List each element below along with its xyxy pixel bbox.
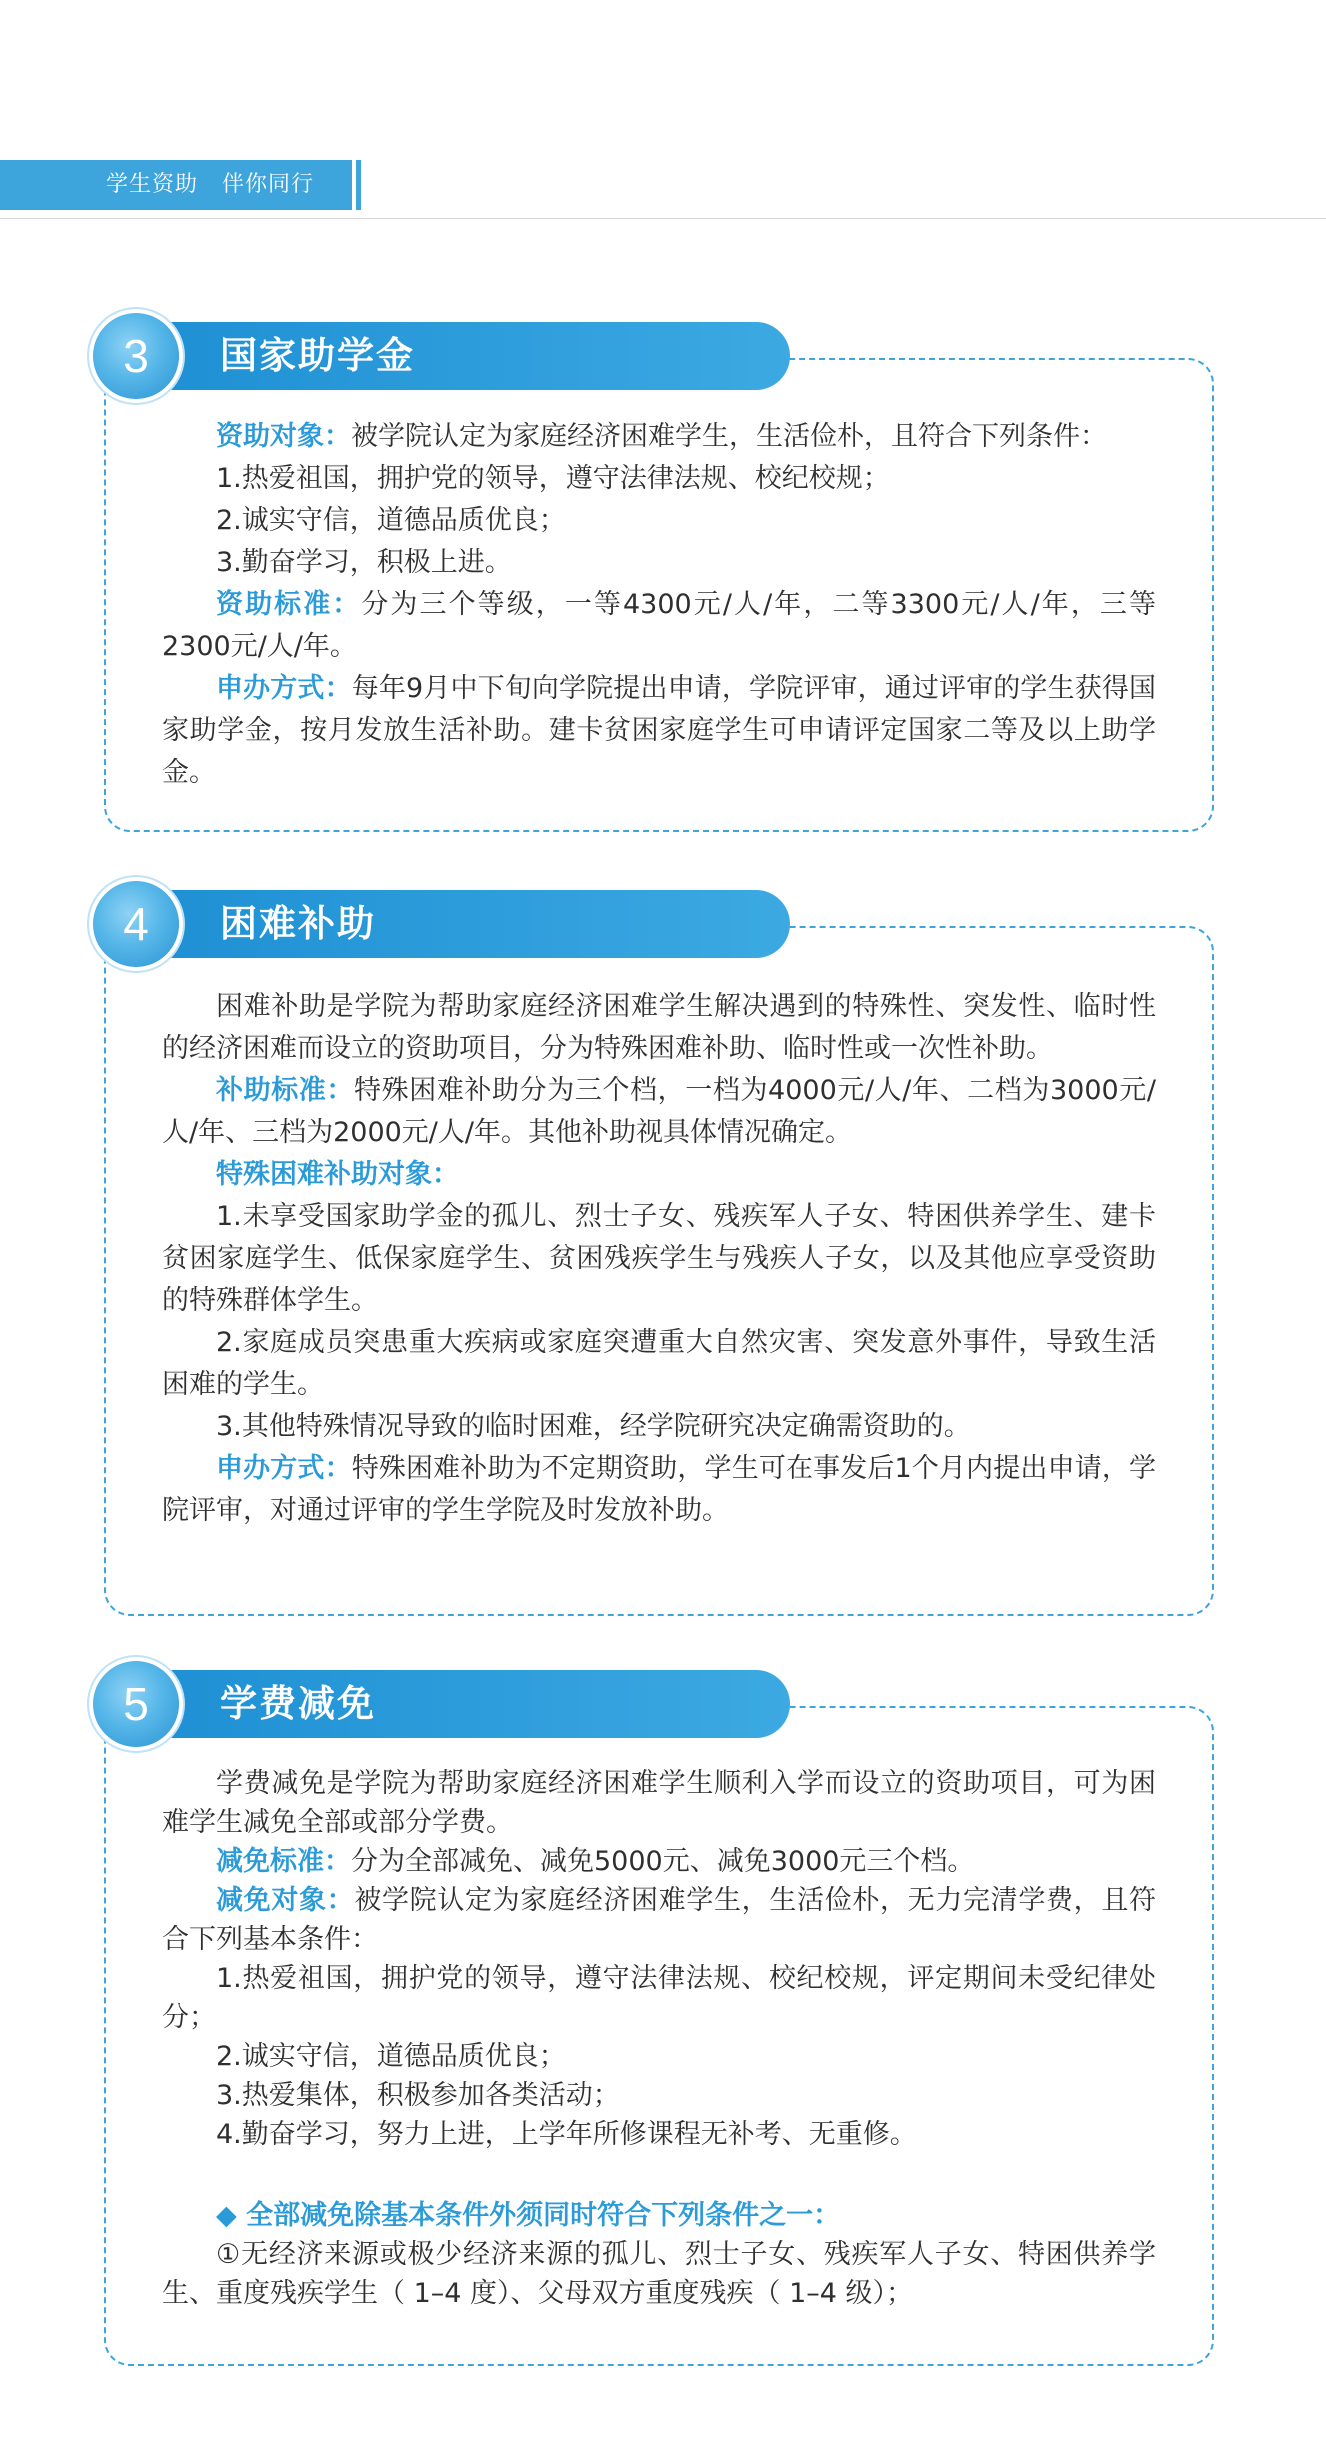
paragraph: 补助标准：特殊困难补助分为三个档，一档为4000元/人/年、二档为3000元/人/年、三档为2000元/人/年。其他补助视具体情况确定。 <box>162 1075 1156 1148</box>
keyword-label: 申办方式： <box>216 1453 352 1484</box>
section-title: 学费减免 <box>220 1682 376 1725</box>
keyword-label: 减免标准： <box>216 1846 351 1877</box>
paragraph: 3.热爱集体，积极参加各类活动； <box>216 2080 620 2111</box>
paragraph: 减免标准：分为全部减免、减免5000元、减免3000元三个档。 <box>216 1846 975 1877</box>
paragraph <box>162 1154 1156 1196</box>
paragraph: 1.热爱祖国，拥护党的领导，遵守法律法规、校纪校规，评定期间未受纪律处分； <box>162 1963 1156 2033</box>
keyword-label: 资助标准： <box>216 589 362 620</box>
keyword-label: 特殊困难补助对象： <box>216 1159 459 1190</box>
paragraph: 减免对象：被学院认定为家庭经济困难学生，生活俭朴，无力完清学费，且符合下列基本条件： <box>162 1885 1157 1955</box>
keyword-label: 资助对象： <box>216 421 351 452</box>
paragraph: 申办方式：特殊困难补助为不定期资助，学生可在事发后1个月内提出申请，学院评审，对通过评审的学生学院及时发放补助。 <box>162 1453 1157 1526</box>
spacer <box>162 2154 1156 2196</box>
header-divider-tick <box>356 160 361 210</box>
section-content <box>162 416 1156 794</box>
section-number-badge: 4 <box>93 881 179 967</box>
paragraph: 4.勤奋学习，努力上进，上学年所修课程无补考、无重修。 <box>216 2119 917 2150</box>
paragraph: 申办方式：每年9月中下旬向学院提出申请，学院评审，通过评审的学生获得国家助学金，按月发放生活补助。建卡贫困家庭学生可申请评定国家二等及以上助学金。 <box>162 673 1157 788</box>
section-number-badge: 3 <box>93 313 179 399</box>
section-title: 国家助学金 <box>220 334 415 377</box>
paragraph: 1.热爱祖国，拥护党的领导，遵守法律法规、校纪校规； <box>216 463 890 494</box>
keyword-label: 补助标准： <box>216 1075 355 1106</box>
keyword-label: 申办方式： <box>216 673 352 704</box>
paragraph: 2.家庭成员突患重大疾病或家庭突遭重大自然灾害、突发意外事件，导致生活困难的学生。 <box>162 1327 1156 1400</box>
section-content <box>162 1764 1156 2313</box>
section-title: 困难补助 <box>220 902 376 945</box>
section-content <box>162 986 1156 1532</box>
paragraph: 2.诚实守信，道德品质优良； <box>216 2041 566 2072</box>
header-rule <box>0 218 1326 219</box>
paragraph: 1.未享受国家助学金的孤儿、烈士子女、残疾军人子女、特困供养学生、建卡贫困家庭学生、低保家庭学生、贫困残疾学生与残疾人子女，以及其他应享受资助的特殊群体学生。 <box>162 1201 1156 1316</box>
keyword-label: ◆ 全部减免除基本条件外须同时符合下列条件之一： <box>216 2200 841 2231</box>
paragraph <box>162 2196 1156 2235</box>
paragraph: 资助标准：分为三个等级，一等4300元/人/年，二等3300元/人/年，三等2300元/人/年。 <box>162 589 1157 662</box>
paragraph: ①无经济来源或极少经济来源的孤儿、烈士子女、残疾军人子女、特困供养学生、重度残疾学生（ 1–4 度）、父母双方重度残疾（ 1–4 级）； <box>162 2239 1156 2309</box>
section-number-badge: 5 <box>93 1661 179 1747</box>
paragraph: 3.其他特殊情况导致的临时困难，经学院研究决定确需资助的。 <box>216 1411 971 1442</box>
paragraph: 资助对象：被学院认定为家庭经济困难学生，生活俭朴，且符合下列条件： <box>216 421 1107 452</box>
keyword-label: 减免对象： <box>216 1885 355 1916</box>
paragraph: 困难补助是学院为帮助家庭经济困难学生解决遇到的特殊性、突发性、临时性的经济困难而设立的资助项目，分为特殊困难补助、临时性或一次性补助。 <box>162 991 1156 1064</box>
paragraph: 2.诚实守信，道德品质优良； <box>216 505 566 536</box>
paragraph: 学费减免是学院为帮助家庭经济困难学生顺利入学而设立的资助项目，可为困难学生减免全部或部分学费。 <box>162 1768 1156 1838</box>
header-slogan: 学生资助 伴你同行 <box>106 172 314 197</box>
paragraph: 3.勤奋学习，积极上进。 <box>216 547 512 578</box>
